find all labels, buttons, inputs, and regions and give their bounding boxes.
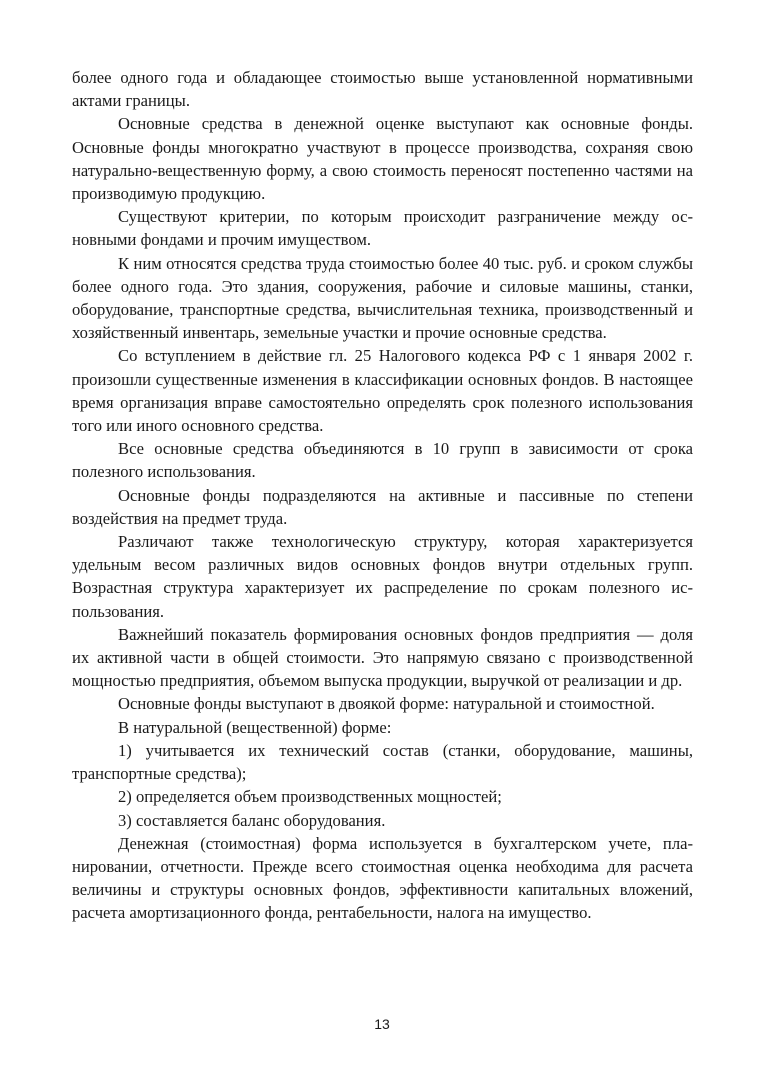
paragraph-natural-form: В натуральной (вещественной) форме: [118, 717, 392, 737]
paragraph-groups: Все основные средства объединяются в 10 групп в зависимости от срока полезного использования. [72, 439, 693, 482]
paragraph-fixed-assets-valuation: Основные средства в денежной оценке выступают как основные фонды. Основные фонды многократно участвуют в процессе производства, сохраняя свою натурально-вещественную форму, а свою стоимость переносят постепенно частями на производимую продукцию. [72, 114, 693, 204]
list-item-2: 2) определяется объем производственных мощностей; [118, 787, 502, 807]
paragraph-monetary-form: Денежная (стоимостная) форма используется в бухгалтерском учете, планировании, отчетности. Прежде всего стоимостная оценка необходима для расчета величины и структуры основных фондов, эффективности капитальных вложений, расчета амортизационного фонда, рентабельности, налога на имущество. [72, 833, 693, 923]
paragraph-key-indicator: Важнейший показатель формирования основных фондов предприятия — доля их активной части в общей стоимости. Это напрямую связано с производственной мощностью предприятия, объемом выпуска продукции, выручкой от реализации и др. [72, 624, 693, 691]
paragraph-continuation: более одного года и обладающее стоимостью выше установленной нормативными актами границы. [72, 68, 693, 111]
paragraph-criteria: Существуют критерии, по которым происходит разграничение между основными фондами и прочим имуществом. [72, 207, 693, 250]
list-item-3: 3) составляется баланс оборудования. [118, 810, 386, 830]
paragraph-tax-code: Со вступлением в действие гл. 25 Налогового кодекса РФ с 1 января 2002 г. произошли существенные изменения в классификации основных фондов. В настоящее время организация вправе самостоятельно определять срок полезного использования того или иного основного средства. [72, 346, 693, 436]
page-number: 13 [374, 1016, 390, 1032]
paragraph-composition: К ним относятся средства труда стоимостью более 40 тыс. руб. и сроком службы более одного года. Это здания, сооружения, рабочие и силовые машины, станки, оборудование, транспортные средства, вычислительная техника, производственный и хозяйственный инвентарь, земельные участки и прочие основные средства. [72, 253, 693, 343]
document-body [72, 66, 693, 925]
list-item-1: 1) учитывается их технический состав (станки, оборудование, машины, транспортные средства); [72, 740, 693, 784]
paragraph-active-passive: Основные фонды подразделяются на активные и пассивные по степени воздействия на предмет труда. [72, 485, 693, 528]
paragraph-dual-form: Основные фонды выступают в двоякой форме: натуральной и стоимостной. [118, 694, 655, 714]
paragraph-structure: Различают также технологическую структуру, которая характеризуется удельным весом различных видов основных фондов внутри отдельных групп. Возрастная структура характеризует их распределение по срокам полезного использования. [72, 532, 693, 621]
